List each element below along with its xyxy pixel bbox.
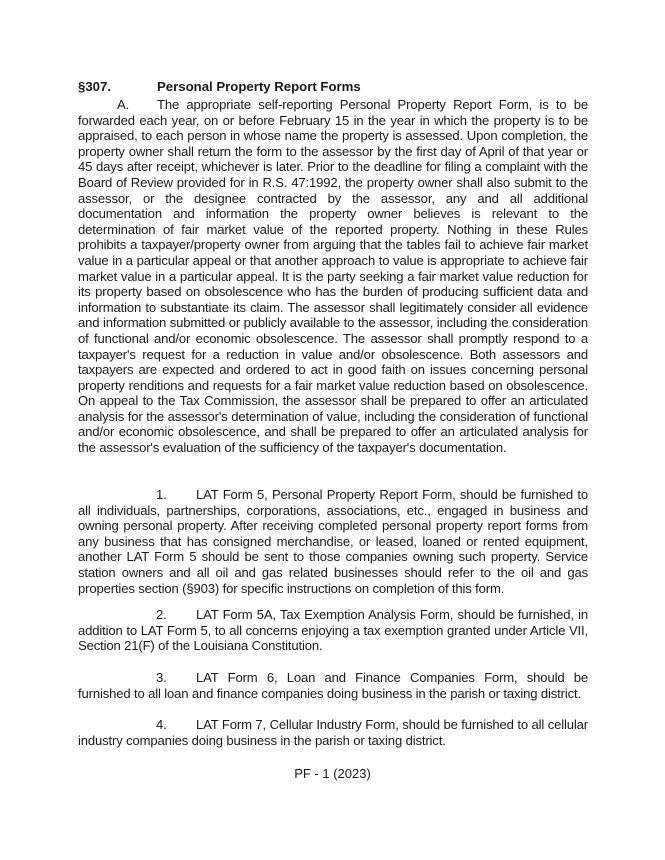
list-item-text: LAT Form 7, Cellular Industry Form, should be furnished to all cellular industry companies doing business in the parish or taxing district. xyxy=(78,717,588,748)
list-item-4 xyxy=(78,717,588,748)
list-item-number: 1. xyxy=(156,487,167,502)
list-item-3 xyxy=(78,670,588,701)
list-item-text: LAT Form 5A, Tax Exemption Analysis Form, should be furnished, in addition to LAT Form 5, to all concerns enjoying a tax exemption granted under Article VII, Section 21(F) of the Louisiana Constitution. xyxy=(78,607,588,654)
paragraph-a xyxy=(78,97,588,456)
section-number: §307. xyxy=(78,79,112,94)
page-footer: PF - 1 (2023) xyxy=(294,766,371,781)
paragraph-text: The appropriate self-reporting Personal Property Report Form, is to be forwarded each year, on or before February 15 in the year in which the property is to be appraised, to each person in whose name the property is assessed. Upon completion, the property owner shall return the form to the assessor by the first day of April of that year or 45 days after receipt, whichever is later. Prior to the deadline for filing a complaint with the Board of Review provided for in R.S. 47:1992, the property owner shall also submit to the assessor, or the designee contracted by the assessor, any and all additional documentation and information the property owner believes is relevant to the determination of fair market value of the reported property. Nothing in these Rules prohibits a taxpayer/property owner from arguing that the tables fail to achieve fair market value in a particular appeal or that another approach to value is appropriate to achieve fair market value in a particular appeal. It is the party seeking a fair market value reduction for its property based on obsolescence who has the burden of producing sufficient data and information to substantiate its claim. The assessor shall legitimately consider all evidence and information submitted or publicly available to the assessor, including the consideration of functional and/or economic obsolescence. The assessor shall promptly respond to a taxpayer's request for a reduction in value and/or obsolescence. Both assessors and taxpayers are expected and ordered to act in good faith on issues concerning personal property renditions and requests for a fair market value reduction based on obsolescence. On appeal to the Tax Commission, the assessor shall be prepared to offer an articulated analysis for the assessor's determination of value, including the consideration of functional and/or economic obsolescence, and shall be prepared to offer an articulated analysis for the assessor's evaluation of the sufficiency of the taxpayer's documentation. xyxy=(78,97,588,456)
section-heading xyxy=(78,79,361,94)
list-item-number: 2. xyxy=(156,607,167,622)
list-item-text: LAT Form 5, Personal Property Report Form, should be furnished to all individuals, partnerships, corporations, associations, etc., engaged in business and owning personal property. After receiving completed personal property report forms from any business that has consigned merchandise, or leased, loaned or rented equipment, another LAT Form 5 should be sent to those companies owning such property. Service station owners and all oil and gas related businesses should refer to the oil and gas properties section (§903) for specific instructions on completion of this form. xyxy=(78,487,588,596)
list-item-text: LAT Form 6, Loan and Finance Companies Form, should be furnished to all loan and finance companies doing business in the parish or taxing district. xyxy=(78,670,588,701)
list-item-2 xyxy=(78,607,588,654)
list-item-number: 4. xyxy=(156,717,167,732)
list-item-number: 3. xyxy=(156,670,167,685)
section-title: Personal Property Report Forms xyxy=(157,79,361,94)
list-item-1 xyxy=(78,487,588,596)
paragraph-label: A. xyxy=(117,97,130,112)
